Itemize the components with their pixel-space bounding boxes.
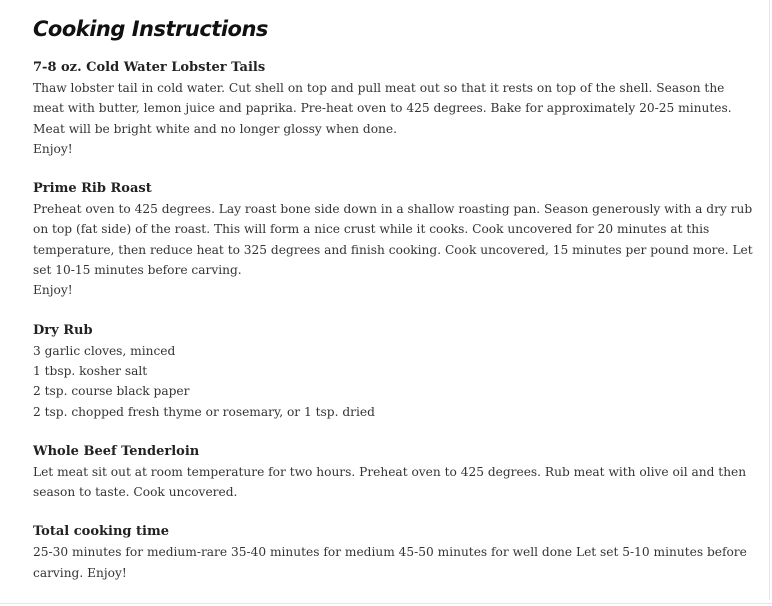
section-closing: Enjoy! [33, 283, 73, 298]
section-body: 25-30 minutes for medium-rare 35-40 minutes for medium 45-50 minutes for well done Let set 5-10 minutes before carving. Enjoy! [33, 545, 747, 580]
page-title: Cooking Instructions [33, 17, 268, 41]
section-heading: Dry Rub [33, 322, 93, 338]
section-dry-rub [33, 321, 758, 422]
section-heading: Whole Beef Tenderloin [33, 443, 200, 459]
section-body: Let meat sit out at room temperature for two hours. Preheat oven to 425 degrees. Rub meat with olive oil and then season to taste. Cook uncovered. [33, 464, 747, 500]
cooking-instructions-panel [33, 14, 758, 603]
page-border-right [769, 0, 770, 600]
section-heading: Prime Rib Roast [33, 181, 152, 197]
section-whole-beef-tenderloin [33, 442, 758, 503]
ingredient-line: 2 tsp. course black paper [33, 384, 190, 399]
section-closing: Enjoy! [33, 141, 73, 156]
section-body: Preheat oven to 425 degrees. Lay roast bone side down in a shallow roasting pan. Season generously with a dry rub on top (fat side) of the roast. This will form a nice crust while it cooks. Cook uncovered for 20 minutes at this temperature, then reduce heat to 325 degrees and finish cooking. Cook uncovered, 15 minutes per pound more. Let set 10-15 minutes before carving. [33, 202, 753, 278]
section-total-cooking-time [33, 522, 758, 583]
section-body: Thaw lobster tail in cold water. Cut shell on top and pull meat out so that it rests on top of the shell. Season the meat with butter, lemon juice and paprika. Pre-heat oven to 425 degrees. Bake for approximately 20-25 minutes. Meat will be bright white and no longer glossy when done. [33, 81, 732, 136]
section-heading: 7-8 oz. Cold Water Lobster Tails [33, 60, 266, 75]
section-prime-rib-roast [33, 179, 758, 300]
page-border-bottom [0, 603, 772, 604]
ingredient-line: 1 tbsp. kosher salt [33, 363, 148, 378]
section-lobster-tails [33, 58, 758, 159]
ingredient-line: 3 garlic cloves, minced [33, 343, 176, 358]
ingredient-line: 2 tsp. chopped fresh thyme or rosemary, or 1 tsp. dried [33, 404, 375, 419]
section-heading: Total cooking time [33, 524, 169, 540]
